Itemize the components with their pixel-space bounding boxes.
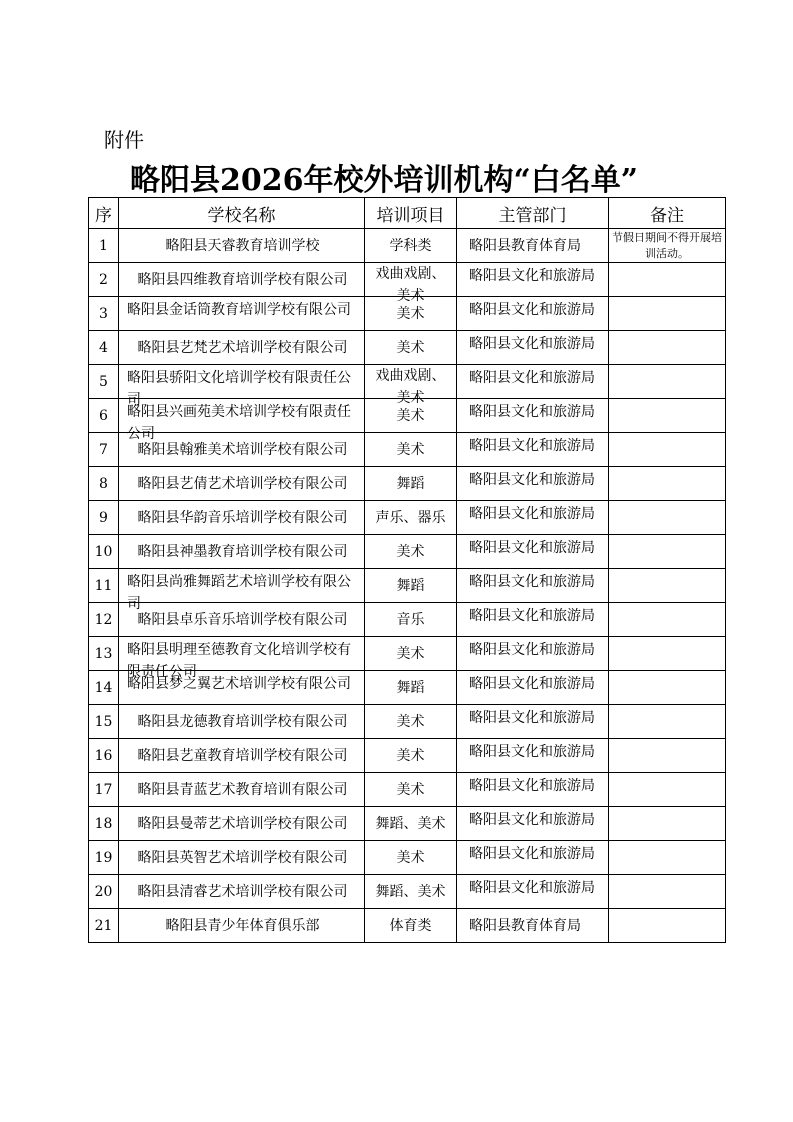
school-name: 略阳县艺童教育培训学校有限公司 [137,748,348,764]
cell-school-name [119,807,365,841]
cell-note [609,637,726,671]
department: 略阳县文化和旅游局 [469,506,595,522]
cell-school-name [119,875,365,909]
training-item: 舞蹈 [396,578,425,594]
training-item: 美术 [396,782,425,798]
document-title: 略阳县2026年校外培训机构“白名单” [130,163,639,198]
cell-no [89,229,119,263]
school-name: 略阳县神墨教育培训学校有限公司 [137,544,348,560]
cell-training-item [365,467,457,501]
note: 节假日期间不得开展培训活动。 [612,231,722,260]
school-name: 略阳县明理至德教育文化培训学校有限责任公司 [127,642,351,680]
cell-note [609,535,726,569]
row-number: 1 [99,237,108,254]
cell-training-item [365,637,457,671]
cell-school-name [119,399,365,442]
cell-school-name [119,569,365,612]
cell-no [89,909,119,943]
cell-no [89,671,119,705]
department: 略阳县文化和旅游局 [469,404,595,420]
cell-department [457,603,609,637]
cell-training-item [365,807,457,841]
cell-no [89,739,119,773]
cell-school-name [119,331,365,365]
table-row [89,841,726,875]
training-item: 音乐 [396,612,425,628]
cell-department [457,365,609,399]
note [609,875,725,908]
cell-note [609,739,726,773]
school-name: 略阳县骄阳文化培训学校有限责任公司 [127,370,351,408]
row-number: 18 [94,815,113,832]
cell-school-name [119,433,365,467]
row-number: 10 [94,543,113,560]
row-number: 20 [94,883,113,900]
cell-school-name [119,603,365,637]
cell-note [609,909,726,943]
department: 略阳县文化和旅游局 [469,608,595,624]
department: 略阳县文化和旅游局 [469,472,595,488]
column-header-training-item: 培训项目 [365,198,457,229]
note [609,841,725,874]
training-item: 戏曲戏剧、美术 [375,368,446,406]
note [609,331,725,364]
cell-note [609,569,726,603]
school-name: 略阳县青蓝艺术教育培训有限公司 [137,782,348,798]
cell-department [457,841,609,875]
cell-department [457,569,609,603]
table-row [89,501,726,535]
cell-no [89,399,119,433]
school-name: 略阳县龙德教育培训学校有限公司 [137,714,348,730]
cell-training-item [365,569,457,603]
note [609,637,725,670]
note [609,773,725,806]
cell-department [457,739,609,773]
department: 略阳县文化和旅游局 [469,744,595,760]
school-name: 略阳县艺梵艺术培训学校有限公司 [137,340,348,356]
cell-note [609,467,726,501]
training-item: 美术 [396,442,425,458]
training-item: 美术 [396,306,425,322]
cell-training-item [365,365,457,406]
table-row [89,603,726,637]
cell-no [89,331,119,365]
cell-note [609,773,726,807]
cell-note [609,841,726,875]
department: 略阳县文化和旅游局 [469,438,595,454]
note [609,365,725,398]
cell-no [89,365,119,399]
training-item: 美术 [396,714,425,730]
row-number: 2 [99,271,108,288]
row-number: 9 [99,509,108,526]
cell-department [457,535,609,569]
table-row [89,637,726,671]
department: 略阳县文化和旅游局 [469,880,595,896]
department: 略阳县文化和旅游局 [469,336,595,352]
training-item: 美术 [396,408,425,424]
cell-note [609,433,726,467]
whitelist-table [88,197,726,943]
department: 略阳县文化和旅游局 [469,540,595,556]
note [609,467,725,500]
cell-school-name [119,841,365,875]
cell-department [457,433,609,467]
row-number: 16 [94,747,113,764]
column-header-department: 主管部门 [457,198,609,229]
attachment-label: 附件 [104,128,144,152]
note [609,501,725,534]
cell-no [89,467,119,501]
cell-school-name [119,671,365,705]
note [609,297,725,330]
school-name: 略阳县梦之翼艺术培训学校有限公司 [127,676,351,692]
department: 略阳县文化和旅游局 [469,574,595,590]
note [609,569,725,602]
table-row [89,331,726,365]
row-number: 6 [99,407,108,424]
cell-training-item [365,909,457,943]
row-number: 11 [94,577,113,594]
department: 略阳县文化和旅游局 [469,812,595,828]
cell-note [609,263,726,297]
table-row [89,569,726,603]
cell-training-item [365,331,457,365]
school-name: 略阳县英智艺术培训学校有限公司 [137,850,348,866]
note [609,705,725,738]
cell-department [457,705,609,739]
cell-no [89,637,119,671]
table-body [89,229,726,943]
table-header-row [89,198,726,229]
note [609,739,725,772]
cell-no [89,807,119,841]
training-item: 舞蹈、美术 [375,816,446,832]
note [609,603,725,636]
department: 略阳县文化和旅游局 [469,268,595,284]
school-name: 略阳县华韵音乐培训学校有限公司 [137,510,348,526]
cell-school-name [119,773,365,807]
cell-school-name [119,637,365,680]
note [609,263,725,296]
cell-school-name [119,739,365,773]
table-row [89,433,726,467]
table-row [89,263,726,297]
training-item: 戏曲戏剧、美术 [375,266,446,304]
note [609,807,725,840]
school-name: 略阳县青少年体育俱乐部 [165,918,320,934]
cell-department [457,263,609,297]
cell-training-item [365,705,457,739]
cell-department [457,909,609,943]
cell-training-item [365,229,457,263]
cell-department [457,637,609,671]
training-item: 美术 [396,748,425,764]
cell-no [89,433,119,467]
department: 略阳县教育体育局 [469,918,581,934]
school-name: 略阳县尚雅舞蹈艺术培训学校有限公司 [127,574,351,612]
training-item: 美术 [396,646,425,662]
column-header-school-name: 学校名称 [119,198,365,229]
cell-school-name [119,909,365,943]
cell-department [457,807,609,841]
training-item: 舞蹈、美术 [375,884,446,900]
school-name: 略阳县金话筒教育培训学校有限公司 [127,302,351,318]
note [609,535,725,568]
cell-no [89,773,119,807]
cell-note [609,399,726,433]
cell-training-item [365,433,457,467]
table-row [89,671,726,705]
row-number: 17 [94,781,113,798]
cell-school-name [119,535,365,569]
cell-training-item [365,875,457,909]
cell-school-name [119,263,365,297]
school-name: 略阳县曼蒂艺术培训学校有限公司 [137,816,348,832]
note [609,671,725,704]
table-row [89,365,726,399]
row-number: 3 [99,305,108,322]
cell-note [609,297,726,331]
school-name: 略阳县天睿教育培训学校 [165,238,320,254]
cell-no [89,501,119,535]
cell-no [89,263,119,297]
department: 略阳县文化和旅游局 [469,778,595,794]
cell-no [89,875,119,909]
cell-department [457,331,609,365]
cell-note [609,501,726,535]
cell-no [89,603,119,637]
cell-training-item [365,501,457,535]
school-name: 略阳县艺倩艺术培训学校有限公司 [137,476,348,492]
row-number: 21 [94,917,113,934]
department: 略阳县文化和旅游局 [469,846,595,862]
cell-school-name [119,297,365,331]
cell-training-item [365,773,457,807]
cell-no [89,841,119,875]
cell-department [457,399,609,433]
school-name: 略阳县卓乐音乐培训学校有限公司 [137,612,348,628]
department: 略阳县文化和旅游局 [469,302,595,318]
training-item: 美术 [396,340,425,356]
row-number: 14 [94,679,113,696]
row-number: 12 [94,611,113,628]
cell-training-item [365,739,457,773]
table-row [89,807,726,841]
table-row [89,875,726,909]
school-name: 略阳县四维教育培训学校有限公司 [137,272,348,288]
department: 略阳县文化和旅游局 [469,676,595,692]
table-row [89,909,726,943]
column-header-no: 序 [89,198,119,229]
cell-department [457,297,609,331]
school-name: 略阳县兴画苑美术培训学校有限责任公司 [127,404,351,442]
school-name: 略阳县清睿艺术培训学校有限公司 [137,884,348,900]
department: 略阳县文化和旅游局 [469,370,595,386]
cell-school-name [119,501,365,535]
training-item: 美术 [396,544,425,560]
training-item: 体育类 [389,918,432,934]
row-number: 7 [99,441,108,458]
training-item: 舞蹈 [396,680,425,696]
table-row [89,535,726,569]
cell-training-item [365,535,457,569]
table-row [89,739,726,773]
cell-note [609,875,726,909]
cell-department [457,229,609,263]
row-number: 15 [94,713,113,730]
cell-note [609,603,726,637]
cell-no [89,705,119,739]
training-item: 舞蹈 [396,476,425,492]
row-number: 19 [94,849,113,866]
note [609,399,725,432]
row-number: 4 [99,339,108,356]
school-name: 略阳县翰雅美术培训学校有限公司 [137,442,348,458]
cell-training-item [365,841,457,875]
cell-note [609,365,726,399]
department: 略阳县文化和旅游局 [469,642,595,658]
cell-department [457,501,609,535]
cell-note [609,807,726,841]
column-header-note: 备注 [609,198,726,229]
cell-department [457,671,609,705]
cell-note [609,705,726,739]
training-item: 声乐、器乐 [375,510,446,526]
cell-department [457,467,609,501]
table-row [89,773,726,807]
note [609,433,725,466]
cell-training-item [365,263,457,304]
note [609,909,725,942]
cell-note [609,331,726,365]
table-row [89,229,726,263]
cell-training-item [365,603,457,637]
cell-school-name [119,365,365,408]
row-number: 8 [99,475,108,492]
cell-department [457,875,609,909]
table-row [89,467,726,501]
row-number: 13 [94,645,113,662]
cell-no [89,535,119,569]
department: 略阳县文化和旅游局 [469,710,595,726]
cell-note [609,229,726,263]
training-item: 美术 [396,850,425,866]
cell-school-name [119,705,365,739]
cell-note [609,671,726,705]
table-row [89,705,726,739]
cell-no [89,569,119,603]
cell-training-item [365,671,457,705]
cell-school-name [119,467,365,501]
cell-department [457,773,609,807]
department: 略阳县教育体育局 [469,238,581,254]
row-number: 5 [99,373,108,390]
training-item: 学科类 [389,238,432,254]
cell-no [89,297,119,331]
cell-school-name [119,229,365,263]
